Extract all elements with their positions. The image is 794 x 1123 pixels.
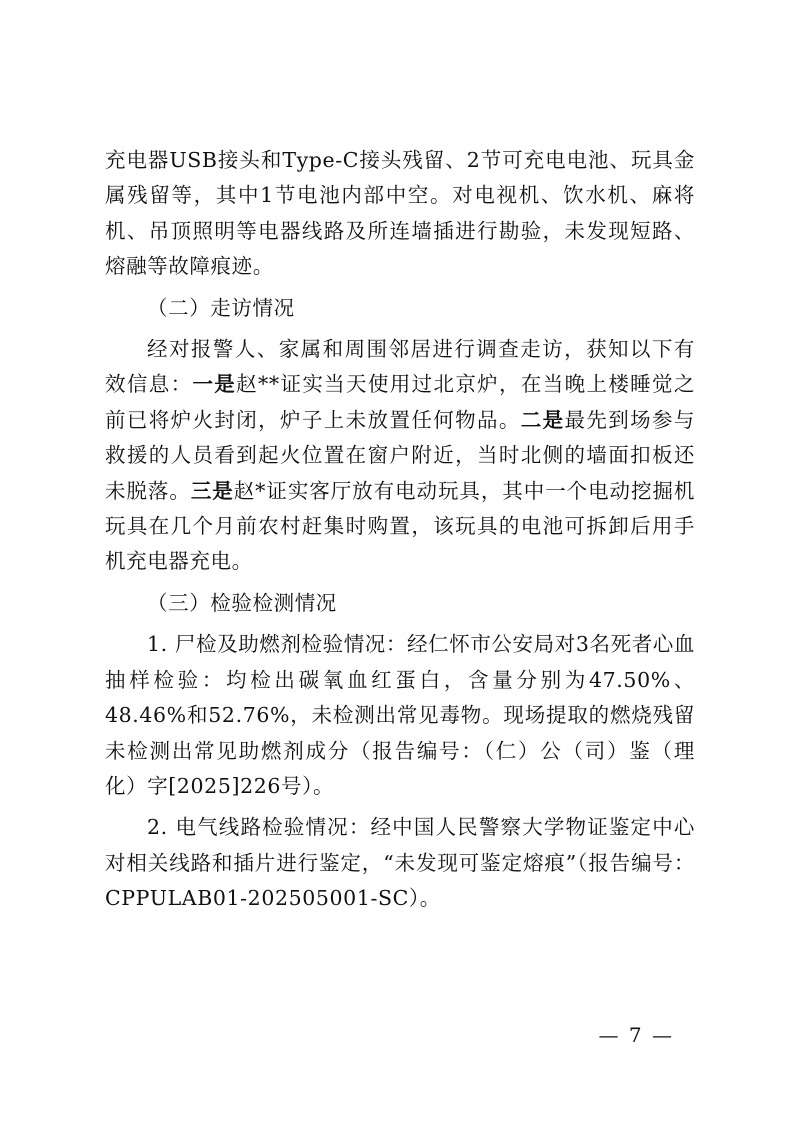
keyword-third: 三是 <box>190 478 234 503</box>
paragraph-evidence-continuation: 充电器USB接头和Type-C接头残留、2节可充电电池、玩具金属残留等，其中1节电池内部中空。对电视机、饮水机、麻将机、吊顶照明等电器线路及所连墙插进行勘验，未发现短路、熔融等故障痕迹。 <box>105 148 695 279</box>
interview-intro-text: 经对报警人、家属和周围邻居进行调查走访，获知以下有效信息： <box>105 337 695 397</box>
keyword-second: 二是 <box>520 407 565 432</box>
page-number: — 7 — <box>598 1023 674 1047</box>
paragraph-autopsy-accelerant-test: 1. 尸检及助燃剂检验情况：经仁怀市公安局对3名死者心血抽样检验：均检出碳氧血红蛋白，含量分别为47.50%、48.46%和52.76%，未检测出常见毒物。现场提取的燃烧残留未检测出常见助燃剂成分（报告编号：（仁）公（司）鉴（理化）字[2025]226号）。 <box>105 632 695 798</box>
section-heading-testing: （三）检验检测情况 <box>147 590 337 615</box>
document-body <box>105 143 695 917</box>
section-heading-interviews: （二）走访情况 <box>147 295 295 320</box>
paragraph-interview-findings <box>105 332 695 580</box>
keyword-first: 一是 <box>192 372 237 397</box>
interview-finding-1: 赵**证实当天使用过北京炉，在当晚上楼睡觉之前已将炉火封闭，炉子上未放置任何物品。 <box>105 372 695 432</box>
interview-finding-2: 最先到场参与救援的人员看到起火位置在窗户附近，当时北侧的墙面扣板还未脱落。 <box>105 407 695 503</box>
paragraph-electrical-line-test: 2. 电气线路检验情况：经中国人民警察大学物证鉴定中心对相关线路和插片进行鉴定，“未发现可鉴定熔痕”（报告编号：CPPULAB01-202505001-SC）。 <box>105 815 695 911</box>
interview-finding-3: 赵*证实客厅放有电动玩具，其中一个电动挖掘机玩具在几个月前农村赶集时购置，该玩具的电池可拆卸后用手机充电器充电。 <box>105 478 696 574</box>
